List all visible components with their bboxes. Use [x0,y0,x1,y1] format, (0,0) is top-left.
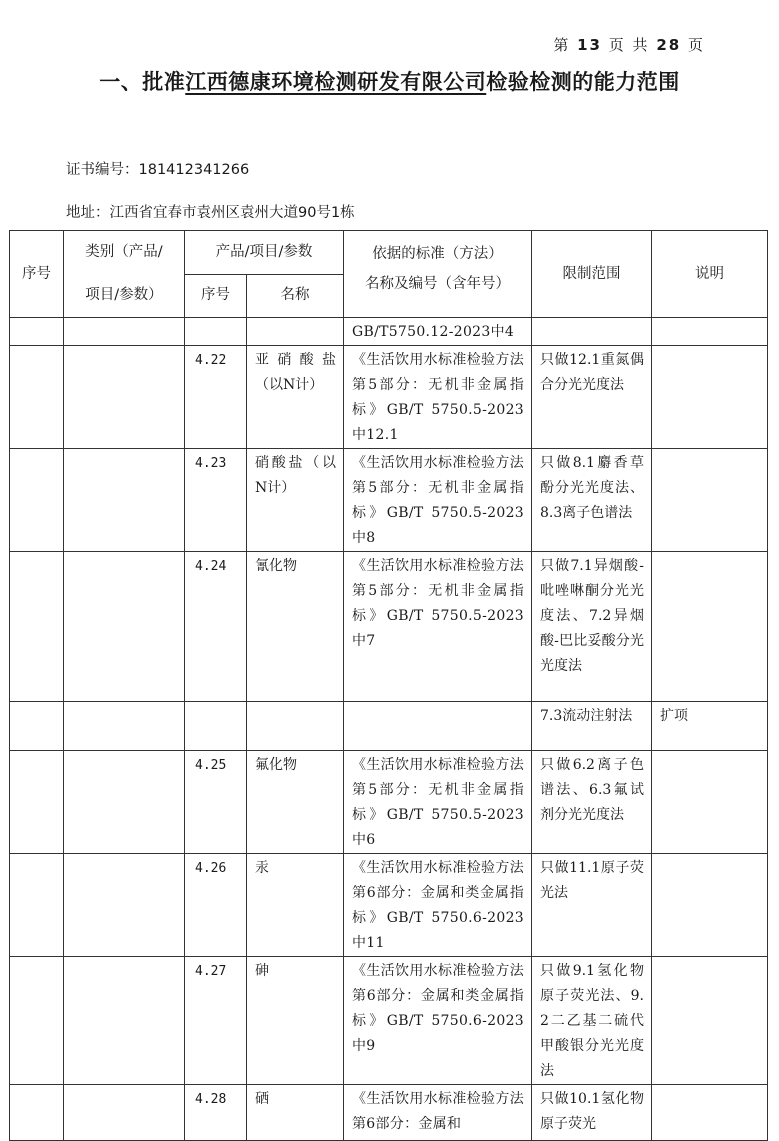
limit-text: 只做8.1麝香草酚分光光度法、8.3离子色谱法 [540,455,644,521]
header-note: 说明 [652,231,768,318]
header-product-group: 产品/项目/参数 [185,231,344,275]
title-suffix: 检验检测的能力范围 [486,70,680,94]
item-number: 4.28 [195,1092,227,1107]
table-row [10,552,768,702]
limit-text: 只做10.1氢化物原子荧光 [540,1091,644,1132]
table-row [10,1085,768,1141]
note-text [652,854,767,856]
item-number [185,702,246,704]
limit-text: 只做12.1重氮偶合分光光度法 [540,352,644,393]
table-row [10,751,768,854]
standard-text: 《生活饮用水标准检验方法 第5部分：无机非金属指标》GB/T 5750.5-2023中7 [352,558,524,649]
page-label-prefix: 第 [553,36,571,54]
header-standard [344,231,532,318]
header-category-line1: 类别（产品/ [85,244,163,260]
item-name: 砷 [255,963,269,979]
item-number [185,318,246,320]
note-text [652,318,767,320]
item-name: 亚硝酸盐（以N计） [255,352,336,393]
table-row [10,702,768,751]
header-standard-line2: 名称及编号（含年号） [365,276,510,292]
document-title [0,66,779,96]
certificate-label: 证书编号： [66,162,139,178]
item-name: 氟化物 [255,757,297,773]
header-category-line2: 项目/参数） [85,287,163,303]
table-row [10,449,768,552]
item-name [247,702,343,704]
certificate-value: 181412341266 [138,162,250,178]
note-text [652,552,767,554]
note-text [652,346,767,348]
table-row [10,346,768,449]
limit-text: 只做9.1氢化物原子荧光法、9.2二乙基二硫代甲酸银分光光度法 [540,963,644,1079]
limit-text [532,318,651,320]
limit-text: 只做7.1异烟酸-吡唑啉酮分光光度法、7.2异烟酸-巴比妥酸分光光度法 [540,558,644,674]
item-number: 4.23 [195,456,227,471]
capability-scope-table [9,230,768,1141]
header-seq: 序号 [10,231,64,318]
address-value: 江西省宜春市袁州区袁州大道90号1栋 [109,205,355,221]
address-line [66,201,355,222]
page-number [553,34,705,55]
standard-text: 《生活饮用水标准检验方法 第5部分：无机非金属指标》GB/T 5750.5-2023中6 [352,757,524,848]
header-standard-line1: 依据的标准（方法） [372,246,503,262]
header-product-seq: 序号 [185,274,247,318]
header-limit: 限制范围 [532,231,652,318]
page-total: 28 [656,36,682,54]
item-name: 硒 [255,1091,269,1107]
standard-text: 《生活饮用水标准检验方法 第6部分：金属和类金属指标》GB/T 5750.6-2023中9 [352,963,524,1054]
item-number: 4.27 [195,964,227,979]
table-row [10,318,768,346]
page-current: 13 [577,36,602,54]
item-number: 4.22 [195,353,227,368]
item-name: 氰化物 [255,558,297,574]
note-text [652,751,767,753]
note-text: 扩项 [660,708,688,724]
title-prefix: 一、批准 [99,70,186,94]
standard-text [344,702,531,704]
note-text [652,957,767,959]
limit-text: 只做6.2离子色谱法、6.3氟试剂分光光度法 [540,757,644,823]
certificate-number [66,158,249,179]
header-category [64,231,185,318]
item-number: 4.24 [195,559,227,574]
item-name [247,318,343,320]
standard-text: 《生活饮用水标准检验方法 第6部分：金属和类金属指标》GB/T 5750.6-2023中11 [352,860,524,951]
table-row [10,854,768,957]
limit-text: 7.3流动注射法 [540,708,633,724]
note-text [652,1085,767,1087]
limit-text: 只做11.1原子荧光法 [540,860,644,901]
page-label-mid: 页 共 [608,36,650,54]
page-label-suffix: 页 [687,36,705,54]
item-number: 4.25 [195,758,227,773]
standard-text: 《生活饮用水标准检验方法 第5部分：无机非金属指标》GB/T 5750.5-2023中12.1 [352,352,524,443]
standard-text: 《生活饮用水标准检验方法 第6部分：金属和 [352,1091,524,1132]
item-name: 硝酸盐（以N计） [255,455,336,496]
address-label: 地址： [66,205,110,221]
standard-text: GB/T5750.12-2023中4 [352,324,515,340]
organization-name: 江西德康环境检测研发有限公司 [185,70,487,94]
standard-text: 《生活饮用水标准检验方法 第5部分：无机非金属指标》GB/T 5750.5-2023中8 [352,455,524,546]
header-product-name: 名称 [247,274,344,318]
table-row [10,957,768,1085]
item-number: 4.26 [195,861,227,876]
note-text [652,449,767,451]
item-name: 汞 [255,860,269,876]
